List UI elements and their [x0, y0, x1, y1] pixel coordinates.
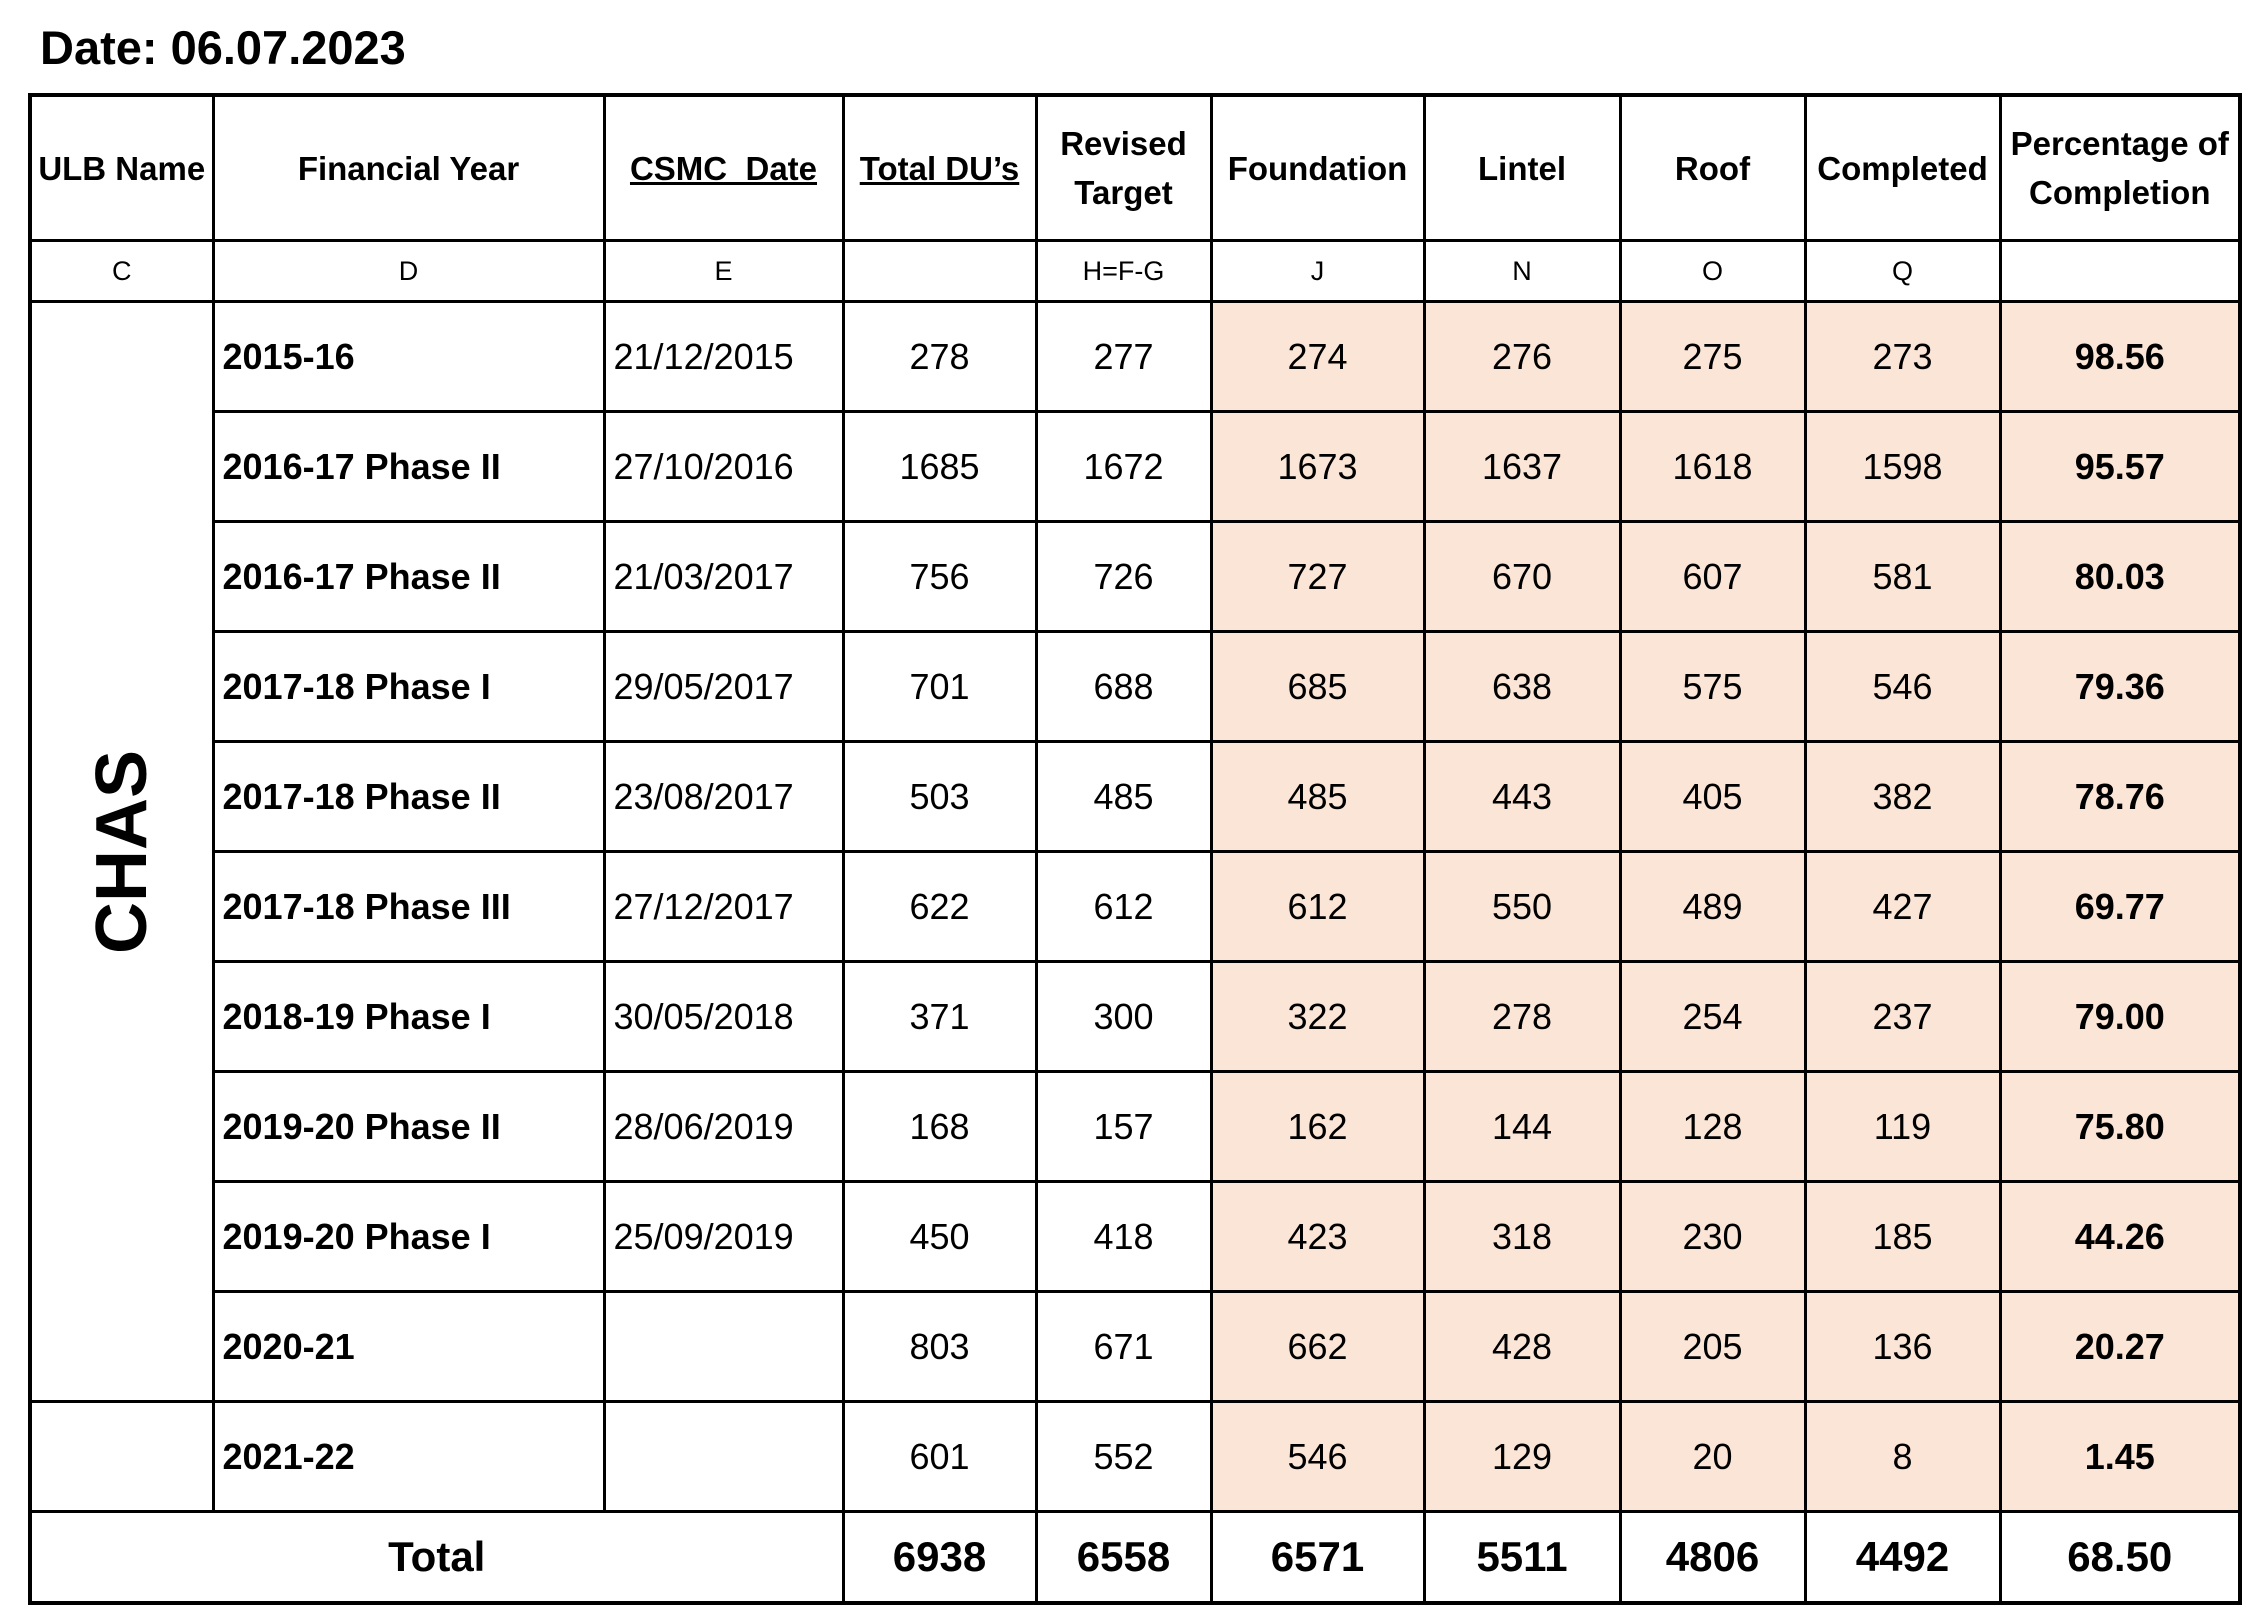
total-completed-sum: 4492	[1805, 1512, 2000, 1604]
col-header-ulb-name: ULB Name	[30, 95, 213, 241]
code-financial-year: D	[213, 241, 604, 302]
completed-cell: 136	[1805, 1292, 2000, 1402]
col-header-lintel: Lintel	[1424, 95, 1620, 241]
table-row	[30, 1182, 2240, 1292]
table-row	[30, 412, 2240, 522]
completed-cell: 427	[1805, 852, 2000, 962]
percentage-cell: 20.27	[2000, 1292, 2240, 1402]
foundation-cell: 423	[1211, 1182, 1424, 1292]
csmc-date-cell: 30/05/2018	[604, 962, 843, 1072]
total-dus-sum: 6938	[843, 1512, 1036, 1604]
financial-year-cell: 2017-18 Phase III	[213, 852, 604, 962]
col-header-foundation: Foundation	[1211, 95, 1424, 241]
total-dus-cell: 371	[843, 962, 1036, 1072]
financial-year-cell: 2016-17 Phase II	[213, 412, 604, 522]
total-percentage: 68.50	[2000, 1512, 2240, 1604]
col-header-revised-target: Revised Target	[1036, 95, 1211, 241]
revised-target-cell: 726	[1036, 522, 1211, 632]
table-row	[30, 742, 2240, 852]
foundation-cell: 322	[1211, 962, 1424, 1072]
lintel-cell: 318	[1424, 1182, 1620, 1292]
revised-target-cell: 552	[1036, 1402, 1211, 1512]
col-header-percentage: Percentage of Completion	[2000, 95, 2240, 241]
code-revised-target: H=F-G	[1036, 241, 1211, 302]
percentage-cell: 79.00	[2000, 962, 2240, 1072]
percentage-cell: 1.45	[2000, 1402, 2240, 1512]
code-ulb-name: C	[30, 241, 213, 302]
foundation-cell: 274	[1211, 302, 1424, 412]
total-dus-cell: 450	[843, 1182, 1036, 1292]
lintel-cell: 144	[1424, 1072, 1620, 1182]
financial-year-cell: 2018-19 Phase I	[213, 962, 604, 1072]
financial-year-cell: 2016-17 Phase II	[213, 522, 604, 632]
revised-target-cell: 277	[1036, 302, 1211, 412]
lintel-cell: 129	[1424, 1402, 1620, 1512]
csmc-date-cell: 27/10/2016	[604, 412, 843, 522]
roof-cell: 1618	[1620, 412, 1805, 522]
foundation-cell: 1673	[1211, 412, 1424, 522]
roof-cell: 575	[1620, 632, 1805, 742]
financial-year-cell: 2019-20 Phase II	[213, 1072, 604, 1182]
percentage-cell: 95.57	[2000, 412, 2240, 522]
foundation-cell: 662	[1211, 1292, 1424, 1402]
completed-cell: 546	[1805, 632, 2000, 742]
csmc-date-cell: 28/06/2019	[604, 1072, 843, 1182]
col-header-completed: Completed	[1805, 95, 2000, 241]
col-header-csmc-date-text: CSMC_Date	[629, 149, 818, 187]
lintel-cell: 638	[1424, 632, 1620, 742]
lintel-cell: 276	[1424, 302, 1620, 412]
percentage-cell: 75.80	[2000, 1072, 2240, 1182]
roof-cell: 275	[1620, 302, 1805, 412]
total-foundation-sum: 6571	[1211, 1512, 1424, 1604]
foundation-cell: 727	[1211, 522, 1424, 632]
percentage-cell: 78.76	[2000, 742, 2240, 852]
code-completed: Q	[1805, 241, 2000, 302]
lintel-cell: 278	[1424, 962, 1620, 1072]
financial-year-cell: 2020-21	[213, 1292, 604, 1402]
percentage-cell: 80.03	[2000, 522, 2240, 632]
total-dus-cell: 503	[843, 742, 1036, 852]
csmc-date-cell: 29/05/2017	[604, 632, 843, 742]
col-header-total-dus	[843, 95, 1036, 241]
col-header-total-dus-text: Total DU’s	[859, 149, 1020, 187]
header-row	[30, 95, 2240, 241]
code-total-dus	[843, 241, 1036, 302]
ulb-name-cell	[30, 302, 213, 1402]
financial-year-cell: 2019-20 Phase I	[213, 1182, 604, 1292]
total-dus-cell: 168	[843, 1072, 1036, 1182]
roof-cell: 20	[1620, 1402, 1805, 1512]
ulb-name-empty-cell	[30, 1402, 213, 1512]
foundation-cell: 685	[1211, 632, 1424, 742]
code-percentage	[2000, 241, 2240, 302]
total-revised-sum: 6558	[1036, 1512, 1211, 1604]
lintel-cell: 428	[1424, 1292, 1620, 1402]
table-row	[30, 1402, 2240, 1512]
foundation-cell: 485	[1211, 742, 1424, 852]
total-dus-cell: 622	[843, 852, 1036, 962]
financial-year-cell: 2015-16	[213, 302, 604, 412]
col-header-csmc-date	[604, 95, 843, 241]
table-row	[30, 1292, 2240, 1402]
revised-target-cell: 485	[1036, 742, 1211, 852]
percentage-cell: 69.77	[2000, 852, 2240, 962]
table-row	[30, 962, 2240, 1072]
col-header-roof: Roof	[1620, 95, 1805, 241]
code-foundation: J	[1211, 241, 1424, 302]
revised-target-cell: 418	[1036, 1182, 1211, 1292]
csmc-date-cell: 23/08/2017	[604, 742, 843, 852]
csmc-date-cell	[604, 1292, 843, 1402]
completed-cell: 8	[1805, 1402, 2000, 1512]
foundation-cell: 162	[1211, 1072, 1424, 1182]
total-dus-cell: 278	[843, 302, 1036, 412]
table-body	[30, 302, 2240, 1512]
roof-cell: 254	[1620, 962, 1805, 1072]
percentage-cell: 44.26	[2000, 1182, 2240, 1292]
csmc-date-cell: 27/12/2017	[604, 852, 843, 962]
roof-cell: 405	[1620, 742, 1805, 852]
foundation-cell: 546	[1211, 1402, 1424, 1512]
code-lintel: N	[1424, 241, 1620, 302]
revised-target-cell: 157	[1036, 1072, 1211, 1182]
revised-target-cell: 1672	[1036, 412, 1211, 522]
completed-cell: 382	[1805, 742, 2000, 852]
roof-cell: 607	[1620, 522, 1805, 632]
ulb-name-label: CHAS	[81, 749, 162, 954]
csmc-date-cell	[604, 1402, 843, 1512]
col-header-financial-year: Financial Year	[213, 95, 604, 241]
csmc-date-cell: 21/12/2015	[604, 302, 843, 412]
roof-cell: 489	[1620, 852, 1805, 962]
code-row	[30, 241, 2240, 302]
roof-cell: 128	[1620, 1072, 1805, 1182]
completed-cell: 273	[1805, 302, 2000, 412]
roof-cell: 230	[1620, 1182, 1805, 1292]
total-dus-cell: 701	[843, 632, 1036, 742]
csmc-date-cell: 21/03/2017	[604, 522, 843, 632]
table-row	[30, 852, 2240, 962]
completed-cell: 581	[1805, 522, 2000, 632]
percentage-cell: 98.56	[2000, 302, 2240, 412]
code-csmc-date: E	[604, 241, 843, 302]
total-row	[30, 1512, 2240, 1604]
total-dus-cell: 756	[843, 522, 1036, 632]
table-row	[30, 522, 2240, 632]
financial-year-cell: 2021-22	[213, 1402, 604, 1512]
completed-cell: 119	[1805, 1072, 2000, 1182]
revised-target-cell: 612	[1036, 852, 1211, 962]
foundation-cell: 612	[1211, 852, 1424, 962]
completed-cell: 185	[1805, 1182, 2000, 1292]
lintel-cell: 550	[1424, 852, 1620, 962]
completed-cell: 237	[1805, 962, 2000, 1072]
total-roof-sum: 4806	[1620, 1512, 1805, 1604]
revised-target-cell: 300	[1036, 962, 1211, 1072]
revised-target-cell: 671	[1036, 1292, 1211, 1402]
revised-target-cell: 688	[1036, 632, 1211, 742]
roof-cell: 205	[1620, 1292, 1805, 1402]
total-lintel-sum: 5511	[1424, 1512, 1620, 1604]
progress-table	[28, 93, 2242, 1605]
csmc-date-cell: 25/09/2019	[604, 1182, 843, 1292]
financial-year-cell: 2017-18 Phase II	[213, 742, 604, 852]
total-dus-cell: 1685	[843, 412, 1036, 522]
table-row	[30, 1072, 2240, 1182]
total-dus-cell: 803	[843, 1292, 1036, 1402]
total-label: Total	[30, 1512, 843, 1604]
percentage-cell: 79.36	[2000, 632, 2240, 742]
financial-year-cell: 2017-18 Phase I	[213, 632, 604, 742]
lintel-cell: 1637	[1424, 412, 1620, 522]
code-roof: O	[1620, 241, 1805, 302]
lintel-cell: 443	[1424, 742, 1620, 852]
lintel-cell: 670	[1424, 522, 1620, 632]
table-row	[30, 632, 2240, 742]
completed-cell: 1598	[1805, 412, 2000, 522]
total-dus-cell: 601	[843, 1402, 1036, 1512]
table-row	[30, 302, 2240, 412]
report-date: Date: 06.07.2023	[40, 21, 406, 74]
